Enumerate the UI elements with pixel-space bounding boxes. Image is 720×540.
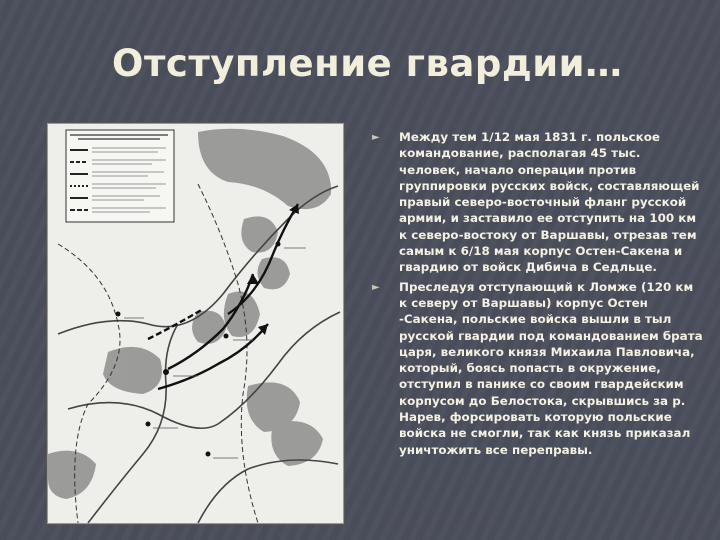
map-legend	[66, 130, 174, 222]
triangle-bullet-icon: ►	[372, 132, 380, 143]
triangle-bullet-icon: ►	[372, 281, 380, 293]
bullet-text: Преследуя отступающий к Ломже (120 км к северу от Варшавы) корпус Остен -Сакена, польские войска вышли в тыл русской гвардии под командованием брата царя, великого князя Михаила Павловича, который, боясь попасть в окружение, отступил в панике со своим гвардейским корпусом до Белостока, скрывшись за р. Нарев, форсировать которую польские войска не смогли, так как князь приказал уничтожить все переправы.	[399, 279, 703, 457]
slide-title: Отступление гвардии…	[112, 42, 623, 85]
historical-map-image	[47, 123, 344, 524]
bullet-item	[372, 129, 704, 276]
bullet-list	[372, 129, 704, 461]
bullet-text: Между тем 1/12 мая 1831 г. польское командование, располагая 45 тыс. человек, начало операции против группировки русских войск, составляющей правый северо-восточный фланг русской армии, и заставило ее отступить на 100 км к северо-востоку от Варшавы, отрезав тем самым к 6/18 мая корпус Остен-Сакена и гвардию от войск Дибича в Седльце.	[399, 130, 700, 275]
bullet-item	[372, 279, 704, 458]
map-drawing	[48, 124, 343, 523]
